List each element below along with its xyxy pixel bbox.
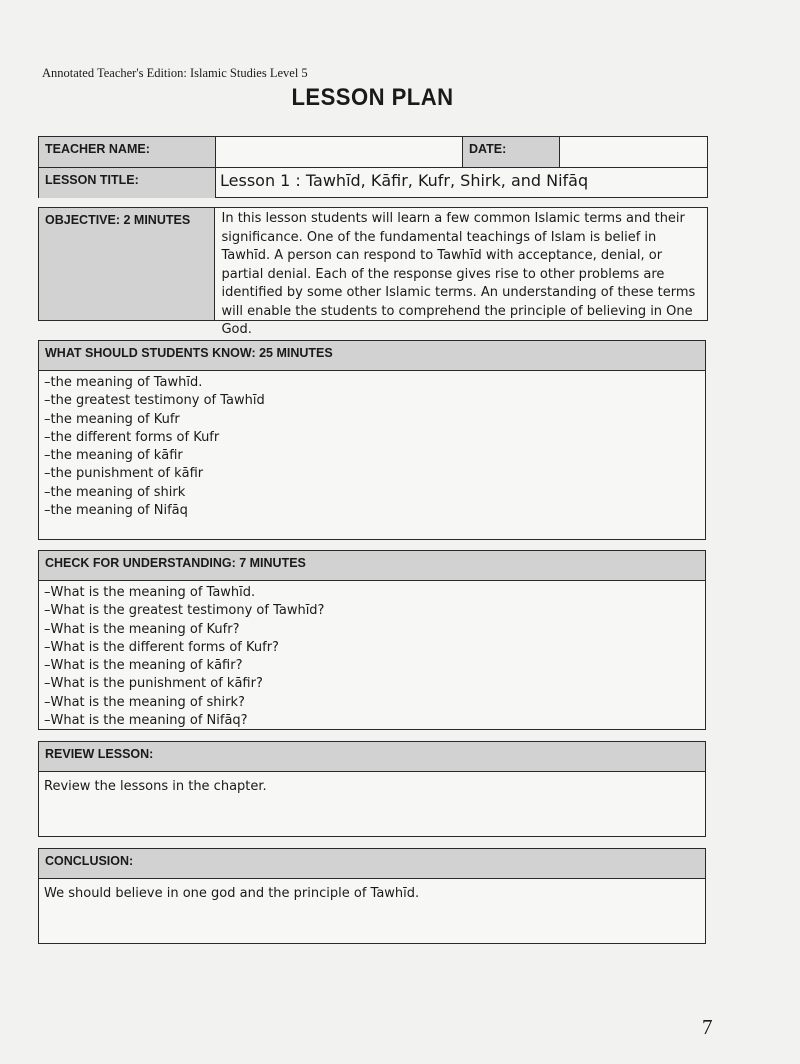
list-item: –What is the meaning of kāfir? — [44, 658, 243, 674]
list-item: –What is the meaning of Kufr? — [44, 621, 240, 637]
check-understanding-section — [38, 550, 706, 730]
check-understanding-list — [39, 581, 705, 733]
students-know-list — [39, 371, 705, 523]
objective-section — [38, 207, 708, 337]
list-item: –the punishment of kāfir — [44, 466, 204, 482]
list-item: –What is the different forms of Kufr? — [44, 639, 279, 655]
lesson-title-label: LESSON TITLE: — [39, 168, 216, 198]
list-item: –What is the meaning of Tawhīd. — [44, 585, 256, 600]
lesson-title-value: Lesson 1 : Tawhīd, Kāfir, Kufr, Shirk, and Nifāq — [220, 171, 589, 190]
list-item: –the different forms of Kufr — [44, 429, 220, 445]
review-lesson-text: Review the lessons in the chapter. — [44, 779, 267, 794]
conclusion-label: CONCLUSION: — [39, 849, 705, 879]
list-item: –the meaning of Tawhīd. — [44, 375, 203, 390]
list-item: –the meaning of kāfir — [44, 448, 183, 464]
list-item: –What is the meaning of Nifāq? — [44, 713, 248, 729]
review-lesson-section — [38, 741, 706, 837]
students-know-label: WHAT SHOULD STUDENTS KNOW: 25 MINUTES — [39, 341, 705, 371]
lesson-info-table — [38, 136, 708, 198]
objective-text: In this lesson students will learn a few common Islamic terms and their significance. One of the fundamental teachings of Islam is belief in Tawhīd. A person can respond to Tawhīd with acceptance, denial, or partial denial. Each of the response gives rise to other problems are identified by some other Islamic terms. An understanding of these terms will enable the students to comprehend the principle of believing in One God. — [221, 211, 696, 337]
running-header: Annotated Teacher's Edition: Islamic Studies Level 5 — [42, 66, 308, 80]
list-item: –the meaning of Kufr — [44, 411, 180, 427]
date-label: DATE: — [463, 137, 560, 167]
teacher-row — [39, 137, 707, 168]
lesson-title-row — [39, 168, 707, 198]
list-item: –the meaning of shirk — [44, 484, 186, 500]
list-item: –What is the greatest testimony of Tawhīd? — [44, 603, 325, 619]
conclusion-text: We should believe in one god and the principle of Tawhīd. — [44, 886, 420, 901]
date-value — [560, 137, 706, 167]
review-lesson-label: REVIEW LESSON: — [39, 742, 705, 772]
list-item: –What is the meaning of shirk? — [44, 694, 245, 710]
students-know-section — [38, 340, 706, 540]
page-title: LESSON PLAN — [291, 84, 454, 111]
list-item: –What is the punishment of kāfir? — [44, 676, 263, 692]
objective-label: OBJECTIVE: 2 MINUTES — [39, 208, 215, 320]
check-understanding-label: CHECK FOR UNDERSTANDING: 7 MINUTES — [39, 551, 705, 581]
list-item: –the greatest testimony of Tawhīd — [44, 393, 265, 409]
page-number: 7 — [702, 1015, 713, 1039]
teacher-name-value — [216, 137, 463, 167]
conclusion-section — [38, 848, 706, 944]
list-item: –the meaning of Nifāq — [44, 503, 188, 519]
teacher-name-label: TEACHER NAME: — [39, 137, 216, 167]
